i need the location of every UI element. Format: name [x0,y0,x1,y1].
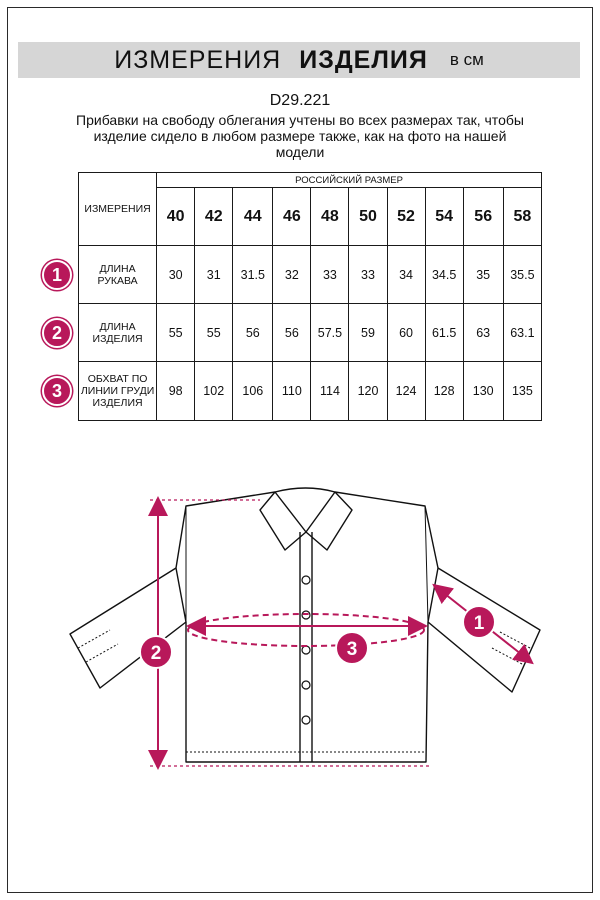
size-cell: 58 [503,188,541,246]
measure-header: ИЗМЕРЕНИЯ [79,173,157,246]
value-cell: 63.1 [503,304,541,362]
title-regular: ИЗМЕРЕНИЯ [114,45,282,74]
value-cell: 59 [349,304,387,362]
value-cell: 31.5 [233,246,273,304]
size-cell: 56 [463,188,503,246]
value-cell: 135 [503,362,541,421]
title-bold: ИЗДЕЛИЯ [299,45,428,74]
value-cell: 106 [233,362,273,421]
table-row [79,362,542,421]
size-cell: 50 [349,188,387,246]
value-cell: 33 [349,246,387,304]
value-cell: 114 [311,362,349,421]
value-cell: 33 [311,246,349,304]
row-marker-3: 3 [42,376,72,406]
size-table [78,172,542,421]
size-cell: 46 [273,188,311,246]
size-cell: 42 [195,188,233,246]
value-cell: 124 [387,362,425,421]
diagram-marker-1-label: 1 [473,613,485,634]
value-cell: 110 [273,362,311,421]
value-cell: 34 [387,246,425,304]
value-cell: 31 [195,246,233,304]
row-label-sleeve: ДЛИНА РУКАВА [79,246,157,304]
row-label-chest: ОБХВАТ ПО ЛИНИИ ГРУДИ ИЗДЕЛИЯ [79,362,157,421]
diagram-marker-2 [140,636,172,668]
size-cell: 48 [311,188,349,246]
value-cell: 130 [463,362,503,421]
size-cell: 54 [425,188,463,246]
fit-note: Прибавки на свободу облегания учтены во всех размерах так, чтобы изделие сидело в любом размере также, как на фото на нашей модели [76,112,524,160]
value-cell: 56 [233,304,273,362]
size-cell: 40 [157,188,195,246]
size-cell: 44 [233,188,273,246]
value-cell: 98 [157,362,195,421]
value-cell: 128 [425,362,463,421]
value-cell: 55 [195,304,233,362]
value-cell: 60 [387,304,425,362]
table-row [79,304,542,362]
value-cell: 57.5 [311,304,349,362]
buttons [302,576,310,724]
size-cell: 52 [387,188,425,246]
value-cell: 56 [273,304,311,362]
size-group-header: РОССИЙСКИЙ РАЗМЕР [157,173,542,188]
value-cell: 61.5 [425,304,463,362]
value-cell: 63 [463,304,503,362]
value-cell: 120 [349,362,387,421]
diagram-marker-2-label: 2 [150,643,162,664]
table-header-row [79,173,542,188]
row-label-length: ДЛИНА ИЗДЕЛИЯ [79,304,157,362]
diagram-marker-1 [463,606,495,638]
title-unit: в см [449,50,484,69]
value-cell: 102 [195,362,233,421]
value-cell: 55 [157,304,195,362]
title-bar [18,42,580,78]
article-number: D29.221 [269,92,331,109]
row-marker-1: 1 [42,260,72,290]
row-marker-2: 2 [42,318,72,348]
diagram-marker-3-label: 3 [346,639,358,660]
value-cell: 32 [273,246,311,304]
value-cell: 35.5 [503,246,541,304]
value-cell: 30 [157,246,195,304]
shirt-diagram [0,470,600,790]
value-cell: 35 [463,246,503,304]
table-row [79,246,542,304]
diagram-marker-3 [336,632,368,664]
value-cell: 34.5 [425,246,463,304]
